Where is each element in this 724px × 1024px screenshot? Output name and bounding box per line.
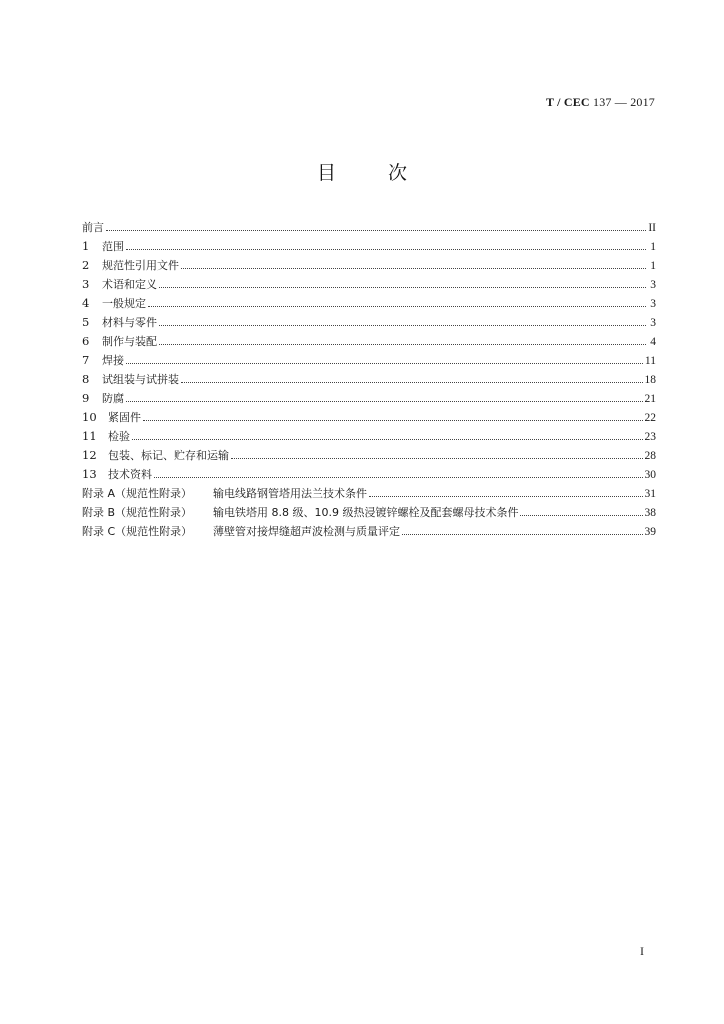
toc-entry[interactable]	[82, 370, 656, 389]
toc-entry[interactable]	[82, 408, 656, 427]
standard-code	[546, 95, 655, 110]
toc-leader-dots	[159, 325, 646, 326]
toc-entry-label: 紧固件	[108, 411, 141, 424]
toc-entry-page: 22	[644, 412, 656, 424]
toc-entry-page: 11	[644, 355, 656, 367]
toc-entry-page: 3	[650, 317, 656, 329]
toc-leader-dots	[154, 477, 643, 478]
toc-entry[interactable]	[82, 237, 656, 256]
toc-entry-page: 18	[644, 374, 656, 386]
toc-entry-label: 一般规定	[102, 297, 146, 310]
toc-entry-number: 11	[82, 429, 97, 443]
toc-entry-label: 术语和定义	[102, 278, 157, 291]
toc-annex-id: 附录 C（规范性附录）	[82, 525, 193, 538]
toc-entry-page: II	[648, 222, 656, 234]
toc-entry[interactable]	[82, 313, 656, 332]
toc-entry-label: 焊接	[102, 354, 124, 367]
toc-entry-number: 12	[82, 448, 97, 462]
toc-entry-label: 检验	[108, 430, 130, 443]
toc-annex-entry[interactable]	[82, 522, 656, 541]
toc-leader-dots	[106, 230, 646, 231]
toc-entry-number: 13	[82, 467, 97, 481]
toc-entry-page: 23	[644, 431, 656, 443]
toc-entry-label: 材料与零件	[102, 316, 157, 329]
toc-entry-number: 9	[82, 391, 90, 405]
toc-annex-label: 输电铁塔用 8.8 级、10.9 级热浸镀锌螺栓及配套螺母技术条件	[213, 506, 519, 519]
toc-leader-dots	[181, 268, 646, 269]
toc-leader-dots	[159, 287, 646, 288]
toc-entry-number: 1	[82, 239, 90, 253]
toc-entry[interactable]	[82, 351, 656, 370]
toc-entry-number: 6	[82, 334, 90, 348]
toc-leader-dots	[148, 306, 646, 307]
toc-leader-dots	[126, 249, 646, 250]
toc-leader-dots	[231, 458, 643, 459]
toc-annex-id: 附录 B（规范性附录）	[82, 506, 193, 519]
toc-leader-dots	[132, 439, 643, 440]
toc-annex-page: 39	[644, 526, 656, 538]
toc-annex-page: 38	[644, 507, 656, 519]
toc-leader-dots	[369, 496, 643, 497]
toc-entry[interactable]	[82, 427, 656, 446]
toc-entry[interactable]	[82, 465, 656, 484]
toc-entry[interactable]	[82, 294, 656, 313]
toc-entry-number: 5	[82, 315, 90, 329]
toc-entry-page: 3	[650, 298, 656, 310]
toc-entry-label: 制作与装配	[102, 335, 157, 348]
toc-entry-number: 3	[82, 277, 90, 291]
toc-leader-dots	[126, 401, 643, 402]
toc-entry-page: 30	[644, 469, 656, 481]
toc-entry-number: 7	[82, 353, 90, 367]
toc-entry-page: 4	[650, 336, 656, 348]
toc-entry[interactable]	[82, 332, 656, 351]
toc-entry-page: 3	[650, 279, 656, 291]
toc-leader-dots	[143, 420, 643, 421]
toc-entry-label: 技术资料	[108, 468, 152, 481]
toc-entry-label: 规范性引用文件	[102, 259, 179, 272]
toc-title: 目次	[316, 162, 459, 184]
toc-annex-entry[interactable]	[82, 503, 656, 522]
toc-leader-dots	[181, 382, 643, 383]
toc-leader-dots	[159, 344, 646, 345]
toc-entry-label: 包装、标记、贮存和运输	[108, 449, 229, 462]
toc-entry-label: 前言	[82, 221, 104, 234]
toc-entry-label: 试组装与试拼装	[102, 373, 179, 386]
toc-leader-dots	[126, 363, 643, 364]
toc-entry-label: 防腐	[102, 392, 124, 405]
toc-entry[interactable]	[82, 389, 656, 408]
toc-entry-label: 范围	[102, 240, 124, 253]
toc-leader-dots	[520, 515, 642, 516]
toc-entry-page: 28	[644, 450, 656, 462]
toc-entry-number: 10	[82, 410, 97, 424]
toc-entry[interactable]	[82, 275, 656, 294]
toc-entry-number: 4	[82, 296, 90, 310]
toc-entry-number: 8	[82, 372, 90, 386]
toc-annex-entry[interactable]	[82, 484, 656, 503]
toc-annex-page: 31	[644, 488, 656, 500]
toc-annex-label: 薄壁管对接焊缝超声波检测与质量评定	[213, 525, 400, 538]
toc-entry[interactable]	[82, 256, 656, 275]
toc-annex-label: 输电线路钢管塔用法兰技术条件	[213, 487, 367, 500]
toc-entry-page: 21	[644, 393, 656, 405]
toc-entry-preface[interactable]	[82, 218, 656, 237]
toc-leader-dots	[402, 534, 643, 535]
standard-code-number: 137 — 2017	[593, 95, 655, 109]
page-number: I	[640, 944, 644, 958]
toc-entry-page: 1	[650, 260, 656, 272]
toc-entry-page: 1	[650, 241, 656, 253]
table-of-contents	[82, 218, 656, 541]
toc-annex-id: 附录 A（规范性附录）	[82, 487, 193, 500]
standard-code-prefix: T / CEC	[545, 95, 590, 109]
toc-entry[interactable]	[82, 446, 656, 465]
toc-entry-number: 2	[82, 258, 90, 272]
